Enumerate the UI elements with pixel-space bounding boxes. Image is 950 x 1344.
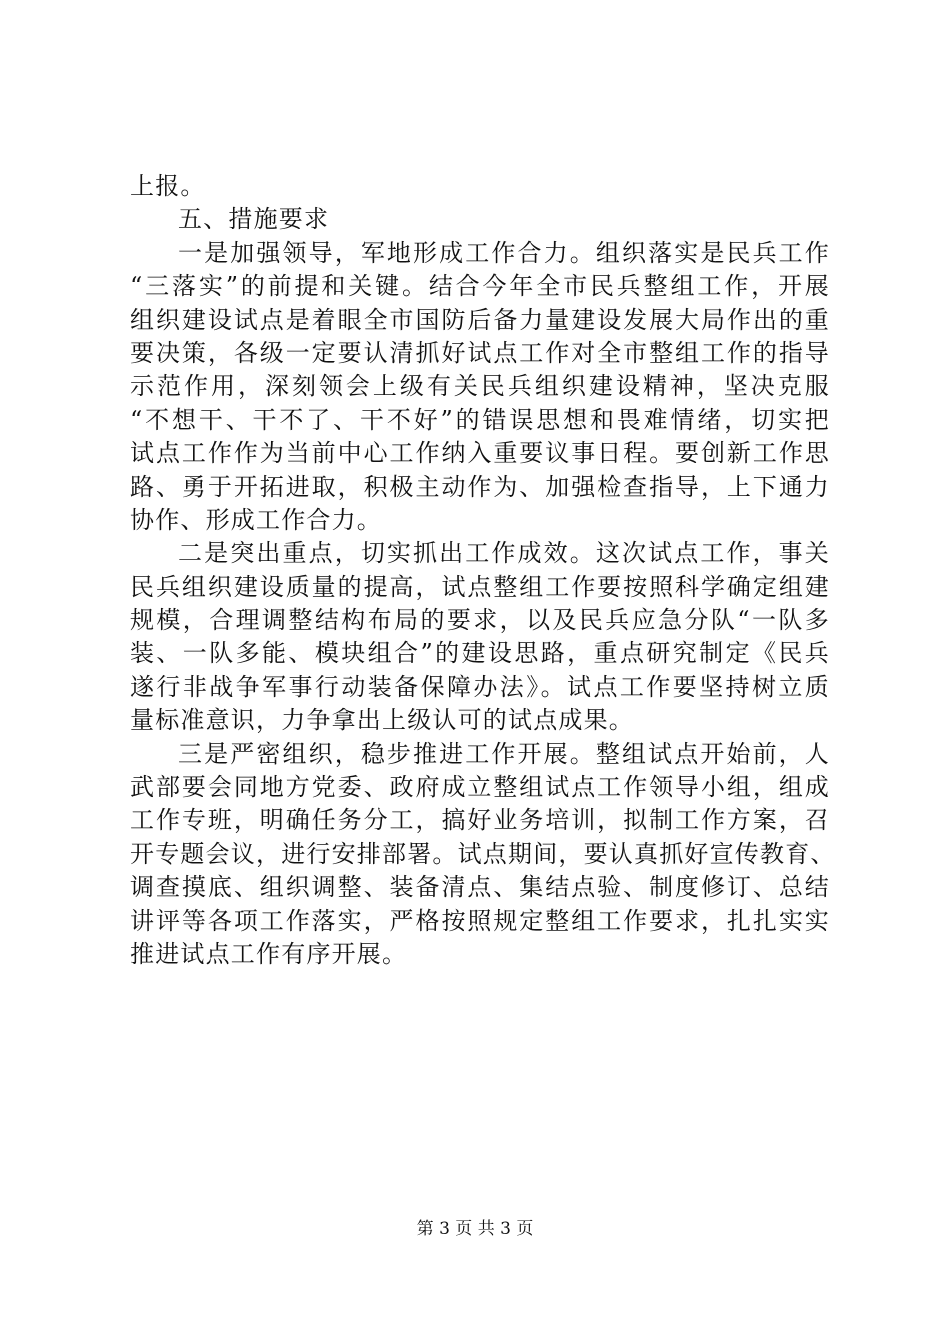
text-line: 量标准意识，力争拿出上级认可的试点成果。 [130, 706, 634, 735]
text-line: 推进试点工作有序开展。 [130, 939, 408, 968]
text-line: 二是突出重点，切实抓出工作成效。这次试点工作，事关 [178, 539, 830, 568]
page-footer [0, 1214, 950, 1239]
text-line: 路、勇于开拓进取，积极主动作为、加强检查指导，上下通力 [130, 472, 830, 501]
page-number: 第 3 页 共 3 页 [416, 1219, 534, 1239]
text-line: “三落实”的前提和关键。结合今年全市民兵整组工作，开展 [130, 272, 830, 301]
text-line: 试点工作作为当前中心工作纳入重要议事日程。要创新工作思 [130, 439, 830, 468]
text-line: 协作、形成工作合力。 [130, 505, 382, 534]
text-line: “不想干、干不了、干不好”的错误思想和畏难情绪，切实把 [130, 405, 830, 434]
text-line: 组织建设试点是着眼全市国防后备力量建设发展大局作出的重 [130, 305, 830, 334]
text-line: 遂行非战争军事行动装备保障办法》。试点工作要坚持树立质 [130, 672, 830, 701]
text-line: 规模，合理调整结构布局的要求，以及民兵应急分队“一队多 [130, 606, 830, 635]
text-line: 装、一队多能、模块组合”的建设思路，重点研究制定《民兵 [130, 639, 830, 668]
text-line: 民兵组织建设质量的提高，试点整组工作要按照科学确定组建 [130, 572, 830, 601]
text-line: 要决策，各级一定要认清抓好试点工作对全市整组工作的指导 [130, 338, 830, 367]
text-line: 开专题会议，进行安排部署。试点期间，要认真抓好宣传教育、 [130, 839, 836, 868]
document-body [130, 170, 836, 971]
text-line: 示范作用，深刻领会上级有关民兵组织建设精神，坚决克服 [130, 372, 830, 401]
text-line: 工作专班，明确任务分工，搞好业务培训，拟制工作方案，召 [130, 806, 830, 835]
text-line: 讲评等各项工作落实，严格按照规定整组工作要求，扎扎实实 [130, 906, 830, 935]
text-line: 上报。 [130, 172, 206, 200]
text-line: 一是加强领导，军地形成工作合力。组织落实是民兵工作 [178, 238, 830, 267]
section-heading: 五、措施要求 [178, 205, 330, 234]
text-line: 调查摸底、组织调整、装备清点、集结点验、制度修订、总结 [130, 873, 830, 902]
text-line: 武部要会同地方党委、政府成立整组试点工作领导小组，组成 [130, 773, 830, 802]
text-line: 三是严密组织，稳步推进工作开展。整组试点开始前，人 [178, 739, 830, 768]
